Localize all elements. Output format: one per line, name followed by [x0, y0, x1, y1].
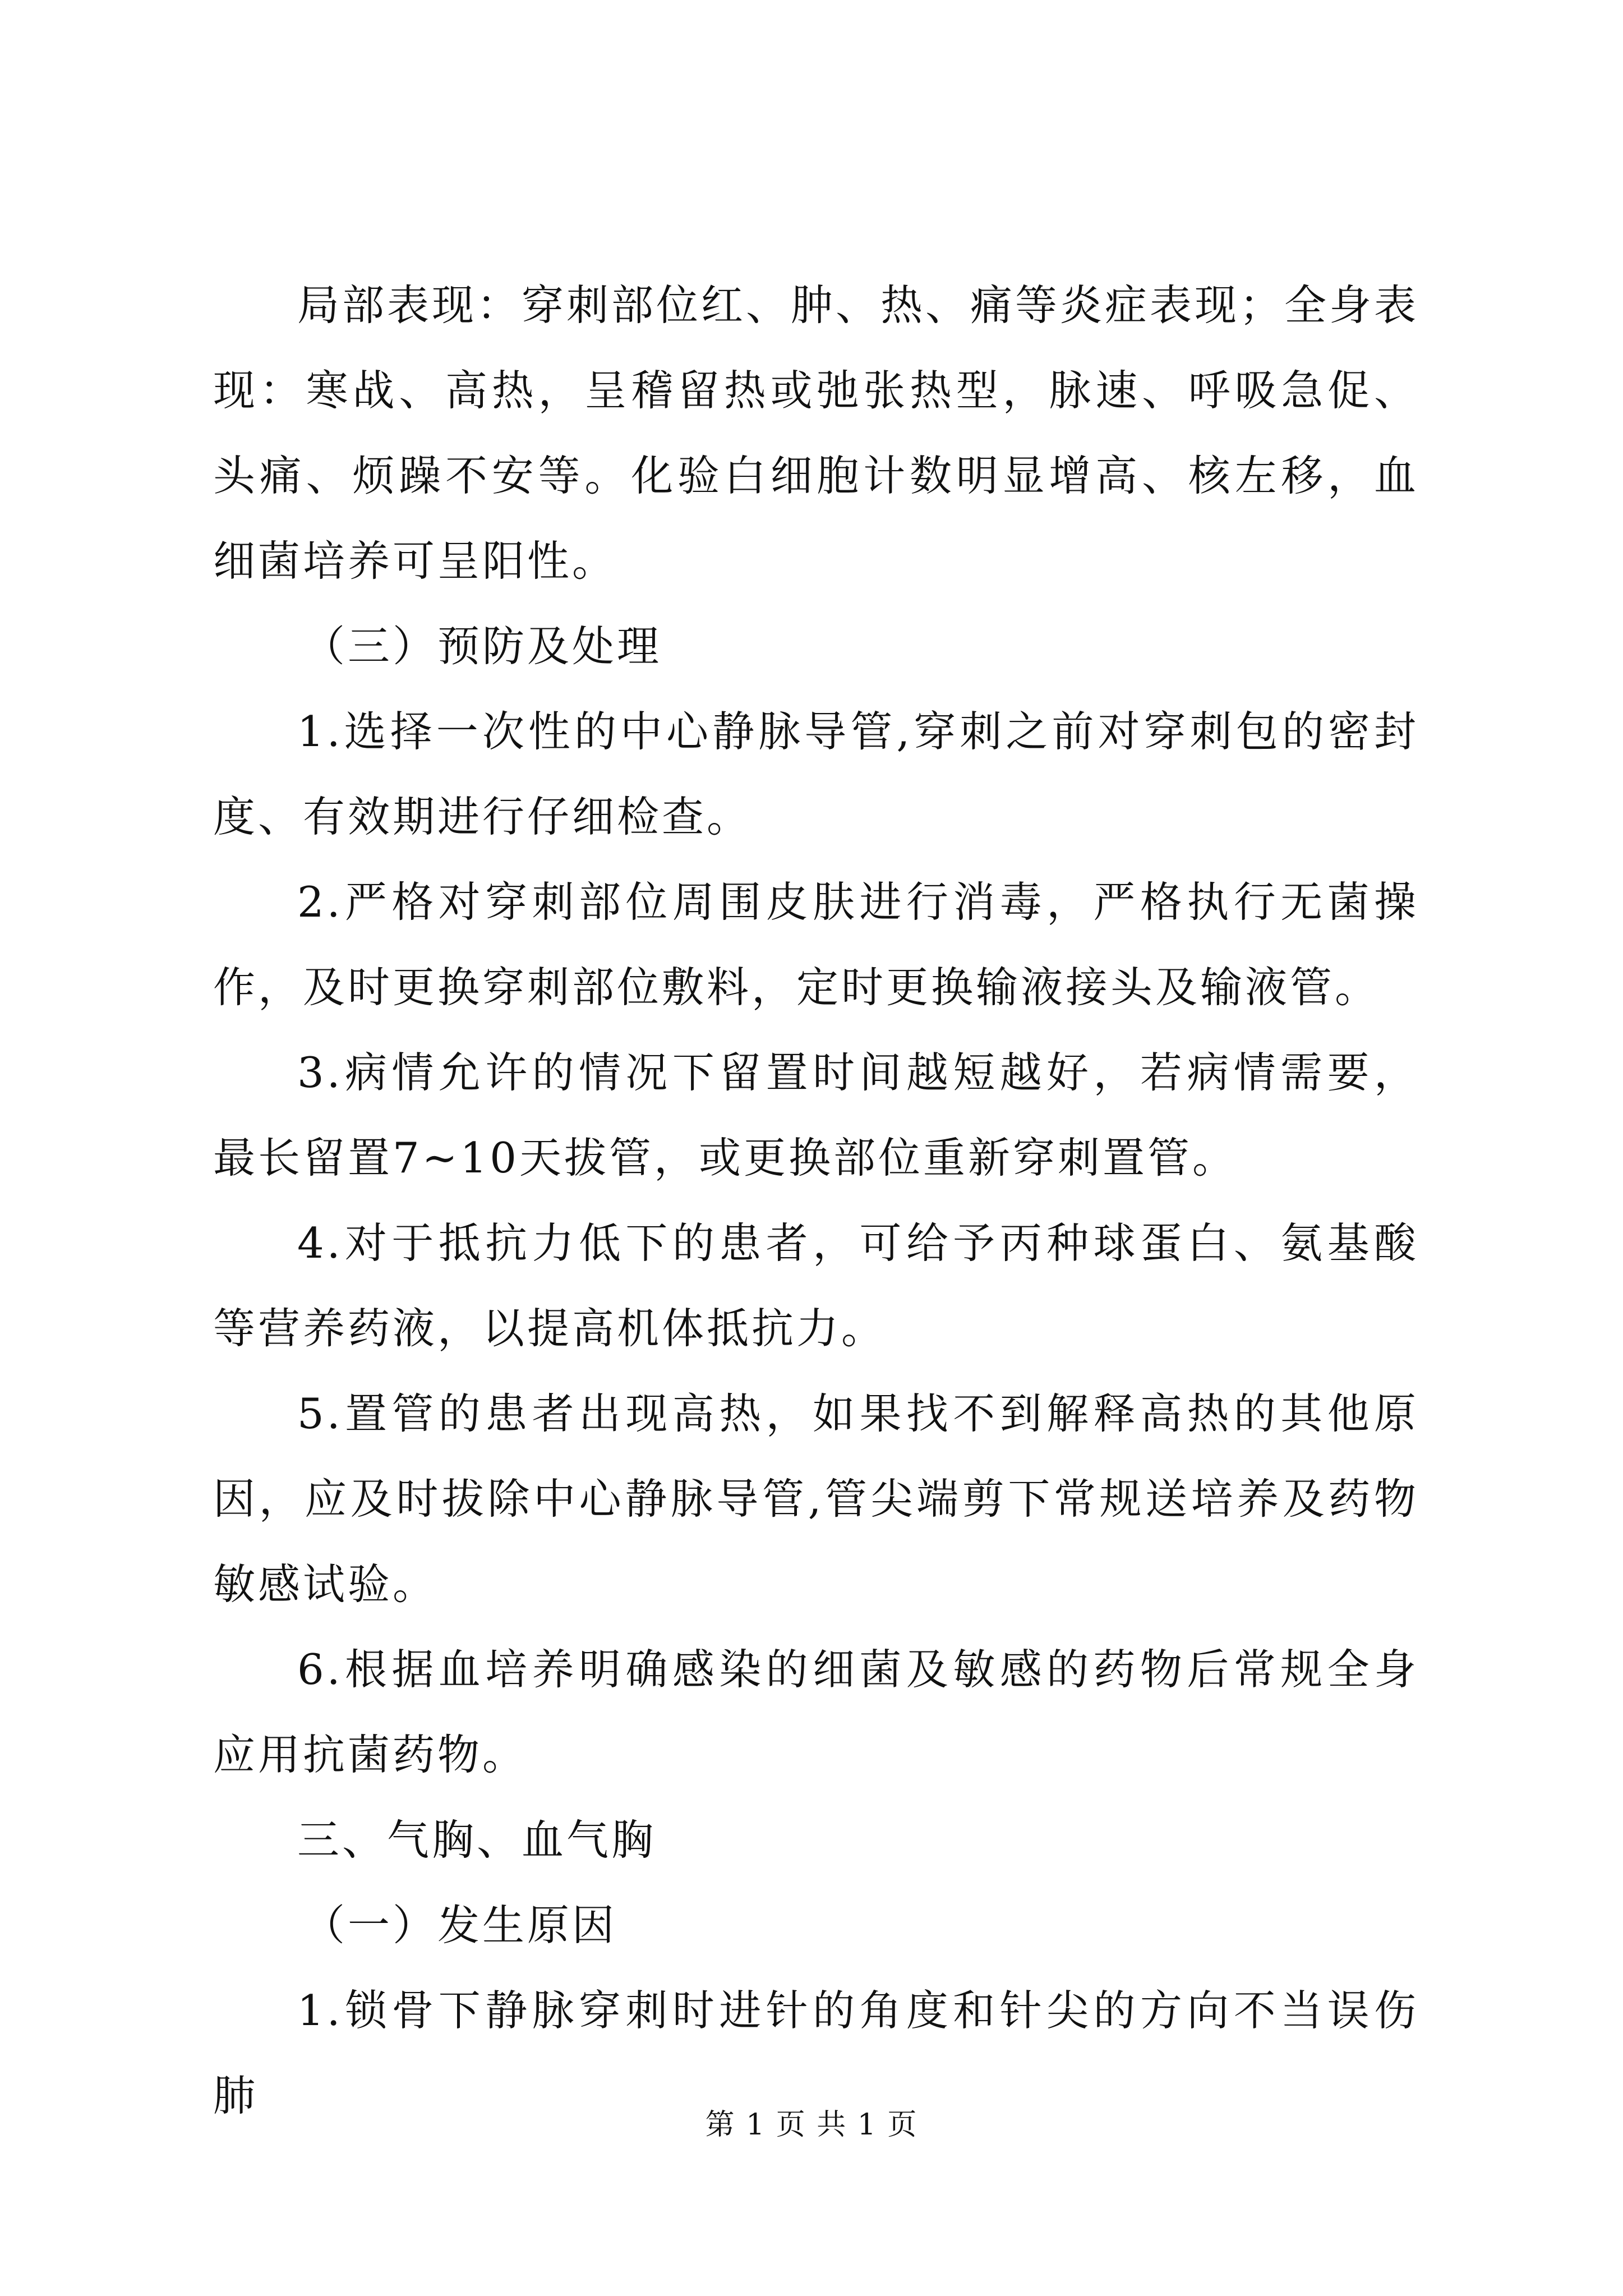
document-body: [213, 263, 1419, 2138]
list-item-5: 5.置管的患者出现高热，如果找不到解释高热的其他原因，应及时拔除中心静脉导管,管尖端剪下常规送培养及药物敏感试验。: [213, 1389, 1419, 1609]
cause-item-1: 1.锁骨下静脉穿刺时进针的角度和针尖的方向不当误伤肺: [213, 1986, 1419, 2120]
section-heading-prevention: （三）预防及处理: [303, 622, 662, 671]
section-heading-causes: （一）发生原因: [303, 1901, 617, 1950]
paragraph-symptoms: 局部表现：穿刺部位红、肿、热、痛等炎症表现；全身表现：寒战、高热，呈稽留热或弛张热型，脉速、呼吸急促、头痛、烦躁不安等。化验白细胞计数明显增高、核左移，血细菌培养可呈阳性。: [213, 280, 1419, 586]
section-heading-pneumothorax: 三、气胸、血气胸: [297, 1815, 657, 1865]
page-footer: 第 1 页 共 1 页: [705, 2108, 918, 2142]
list-item-3: 3.病情允许的情况下留置时间越短越好，若病情需要，最长留置7~10天拔管，或更换部位重新穿刺置管。: [213, 1048, 1419, 1182]
list-item-1: 1.选择一次性的中心静脉导管,穿刺之前对穿刺包的密封度、有效期进行仔细检查。: [213, 707, 1419, 841]
list-item-2: 2.严格对穿刺部位周围皮肤进行消毒，严格执行无菌操作，及时更换穿刺部位敷料，定时更换输液接头及输液管。: [213, 877, 1419, 1012]
list-item-4: 4.对于抵抗力低下的患者，可给予丙种球蛋白、氨基酸等营养药液，以提高机体抵抗力。: [213, 1218, 1419, 1353]
list-item-6: 6.根据血培养明确感染的细菌及敏感的药物后常规全身应用抗菌药物。: [213, 1645, 1419, 1779]
